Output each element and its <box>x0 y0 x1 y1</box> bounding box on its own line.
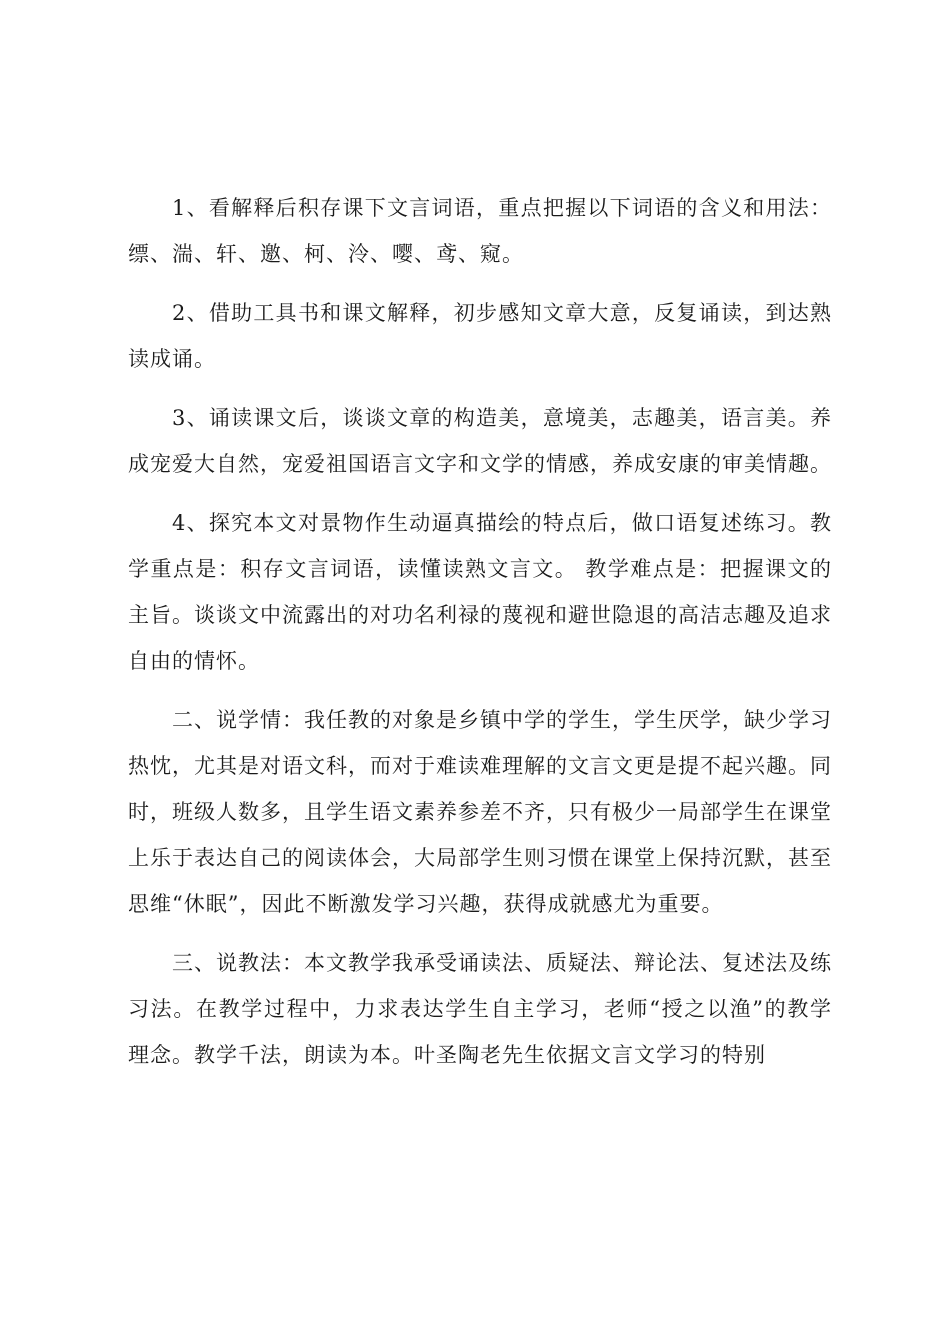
paragraph-3: 3、诵读课文后，谈谈文章的构造美，意境美，志趣美，语言美。养成宠爱大自然，宠爱祖国语言文字和文学的情感，养成安康的审美情趣。 <box>128 406 832 476</box>
paragraph-6: 三、说教法：本文教学我承受诵读法、质疑法、辩论法、复述法及练习法。在教学过程中，力求表达学生自主学习，老师“授之以渔”的教学理念。教学千法，朗读为本。叶圣陶老先生依据文言文学习的特别 <box>128 951 832 1067</box>
paragraph-4: 4、探究本文对景物作生动逼真描绘的特点后，做口语复述练习。教学重点是：积存文言词语，读懂读熟文言文。 教学难点是：把握课文的主旨。谈谈文中流露出的对功名利禄的蔑视和避世隐退的高洁志趣及追求自由的情怀。 <box>128 511 832 673</box>
paragraph-2: 2、借助工具书和课文解释，初步感知文章大意，反复诵读，到达熟读成诵。 <box>128 301 832 371</box>
document-body <box>128 185 832 1091</box>
paragraph-5: 二、说学情：我任教的对象是乡镇中学的学生，学生厌学，缺少学习热忱，尤其是对语文科，而对于难读难理解的文言文更是提不起兴趣。同时，班级人数多，且学生语文素养参差不齐，只有极少一局部学生在课堂上乐于表达自己的阅读体会，大局部学生则习惯在课堂上保持沉默，甚至思维“休眠”，因此不断激发学习兴趣，获得成就感尤为重要。 <box>128 708 832 916</box>
paragraph-1: 1、看解释后积存课下文言词语，重点把握以下词语的含义和用法：缥、湍、轩、邀、柯、泠、嘤、鸢、窥。 <box>128 196 832 266</box>
